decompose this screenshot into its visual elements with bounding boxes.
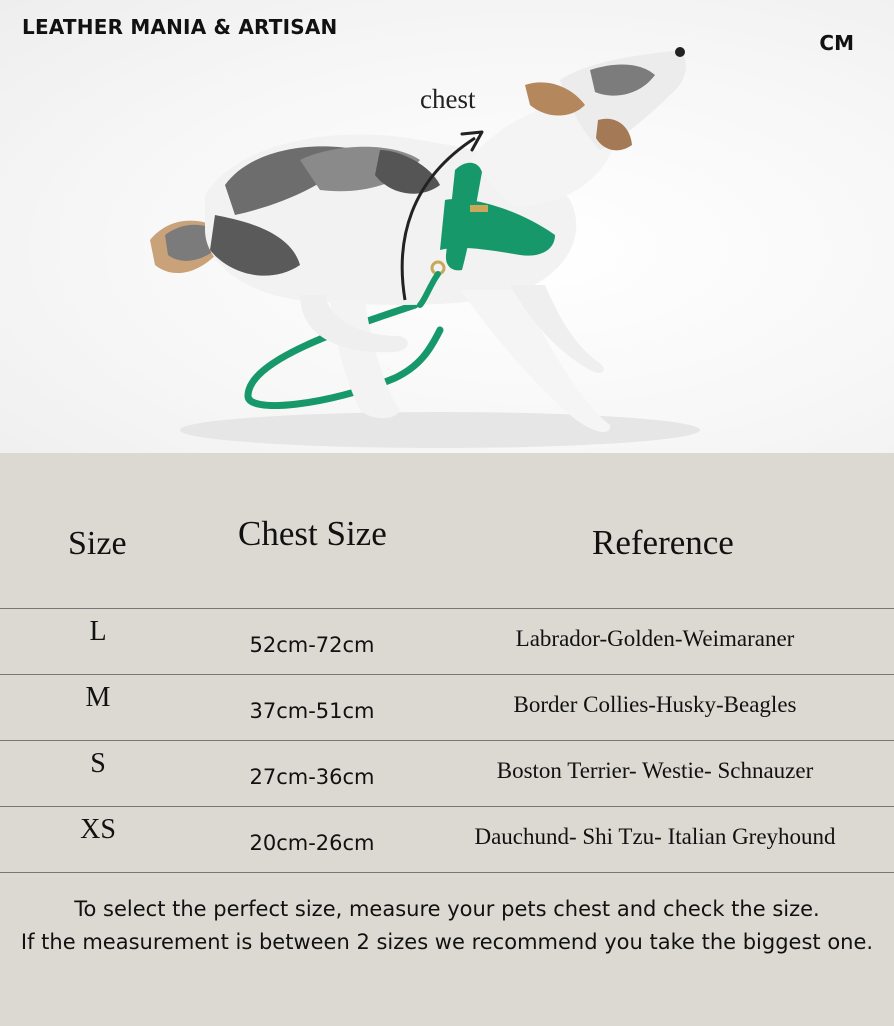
reference-cell: Boston Terrier- Westie- Schnauzer (496, 758, 814, 783)
size-cell: M (85, 682, 111, 713)
header-reference: Reference (592, 523, 734, 562)
unit-label: CM (819, 31, 854, 55)
reference-cell: Border Collies-Husky-Beagles (513, 692, 797, 717)
chest-cell: 37cm-51cm (249, 699, 375, 723)
product-photo (0, 0, 894, 453)
header-chest-size: Chest Size (238, 514, 387, 553)
sizing-note (0, 893, 894, 959)
chest-cell: 27cm-36cm (249, 765, 375, 789)
reference-cell: Dauchund- Shi Tzu- Italian Greyhound (474, 824, 836, 849)
table-row (0, 609, 894, 675)
size-table (0, 453, 894, 873)
header-size: Size (68, 525, 127, 562)
chest-annotation: chest (420, 84, 476, 114)
size-cell: L (89, 616, 107, 647)
size-cell: S (90, 748, 106, 779)
table-row (0, 675, 894, 741)
dog-illustration (0, 0, 894, 453)
sizing-note-line2: If the measurement is between 2 sizes we recommend you take the biggest one. (20, 930, 874, 954)
chest-cell: 20cm-26cm (249, 831, 375, 855)
sizing-note-line1: To select the perfect size, measure your pets chest and check the size. (74, 897, 820, 921)
table-header (0, 453, 894, 609)
chest-cell: 52cm-72cm (249, 633, 375, 657)
size-cell: XS (80, 814, 116, 845)
table-row (0, 741, 894, 807)
table-row (0, 807, 894, 873)
reference-cell: Labrador-Golden-Weimaraner (515, 626, 795, 651)
brand-title: LEATHER MANIA & ARTISAN (22, 15, 338, 39)
